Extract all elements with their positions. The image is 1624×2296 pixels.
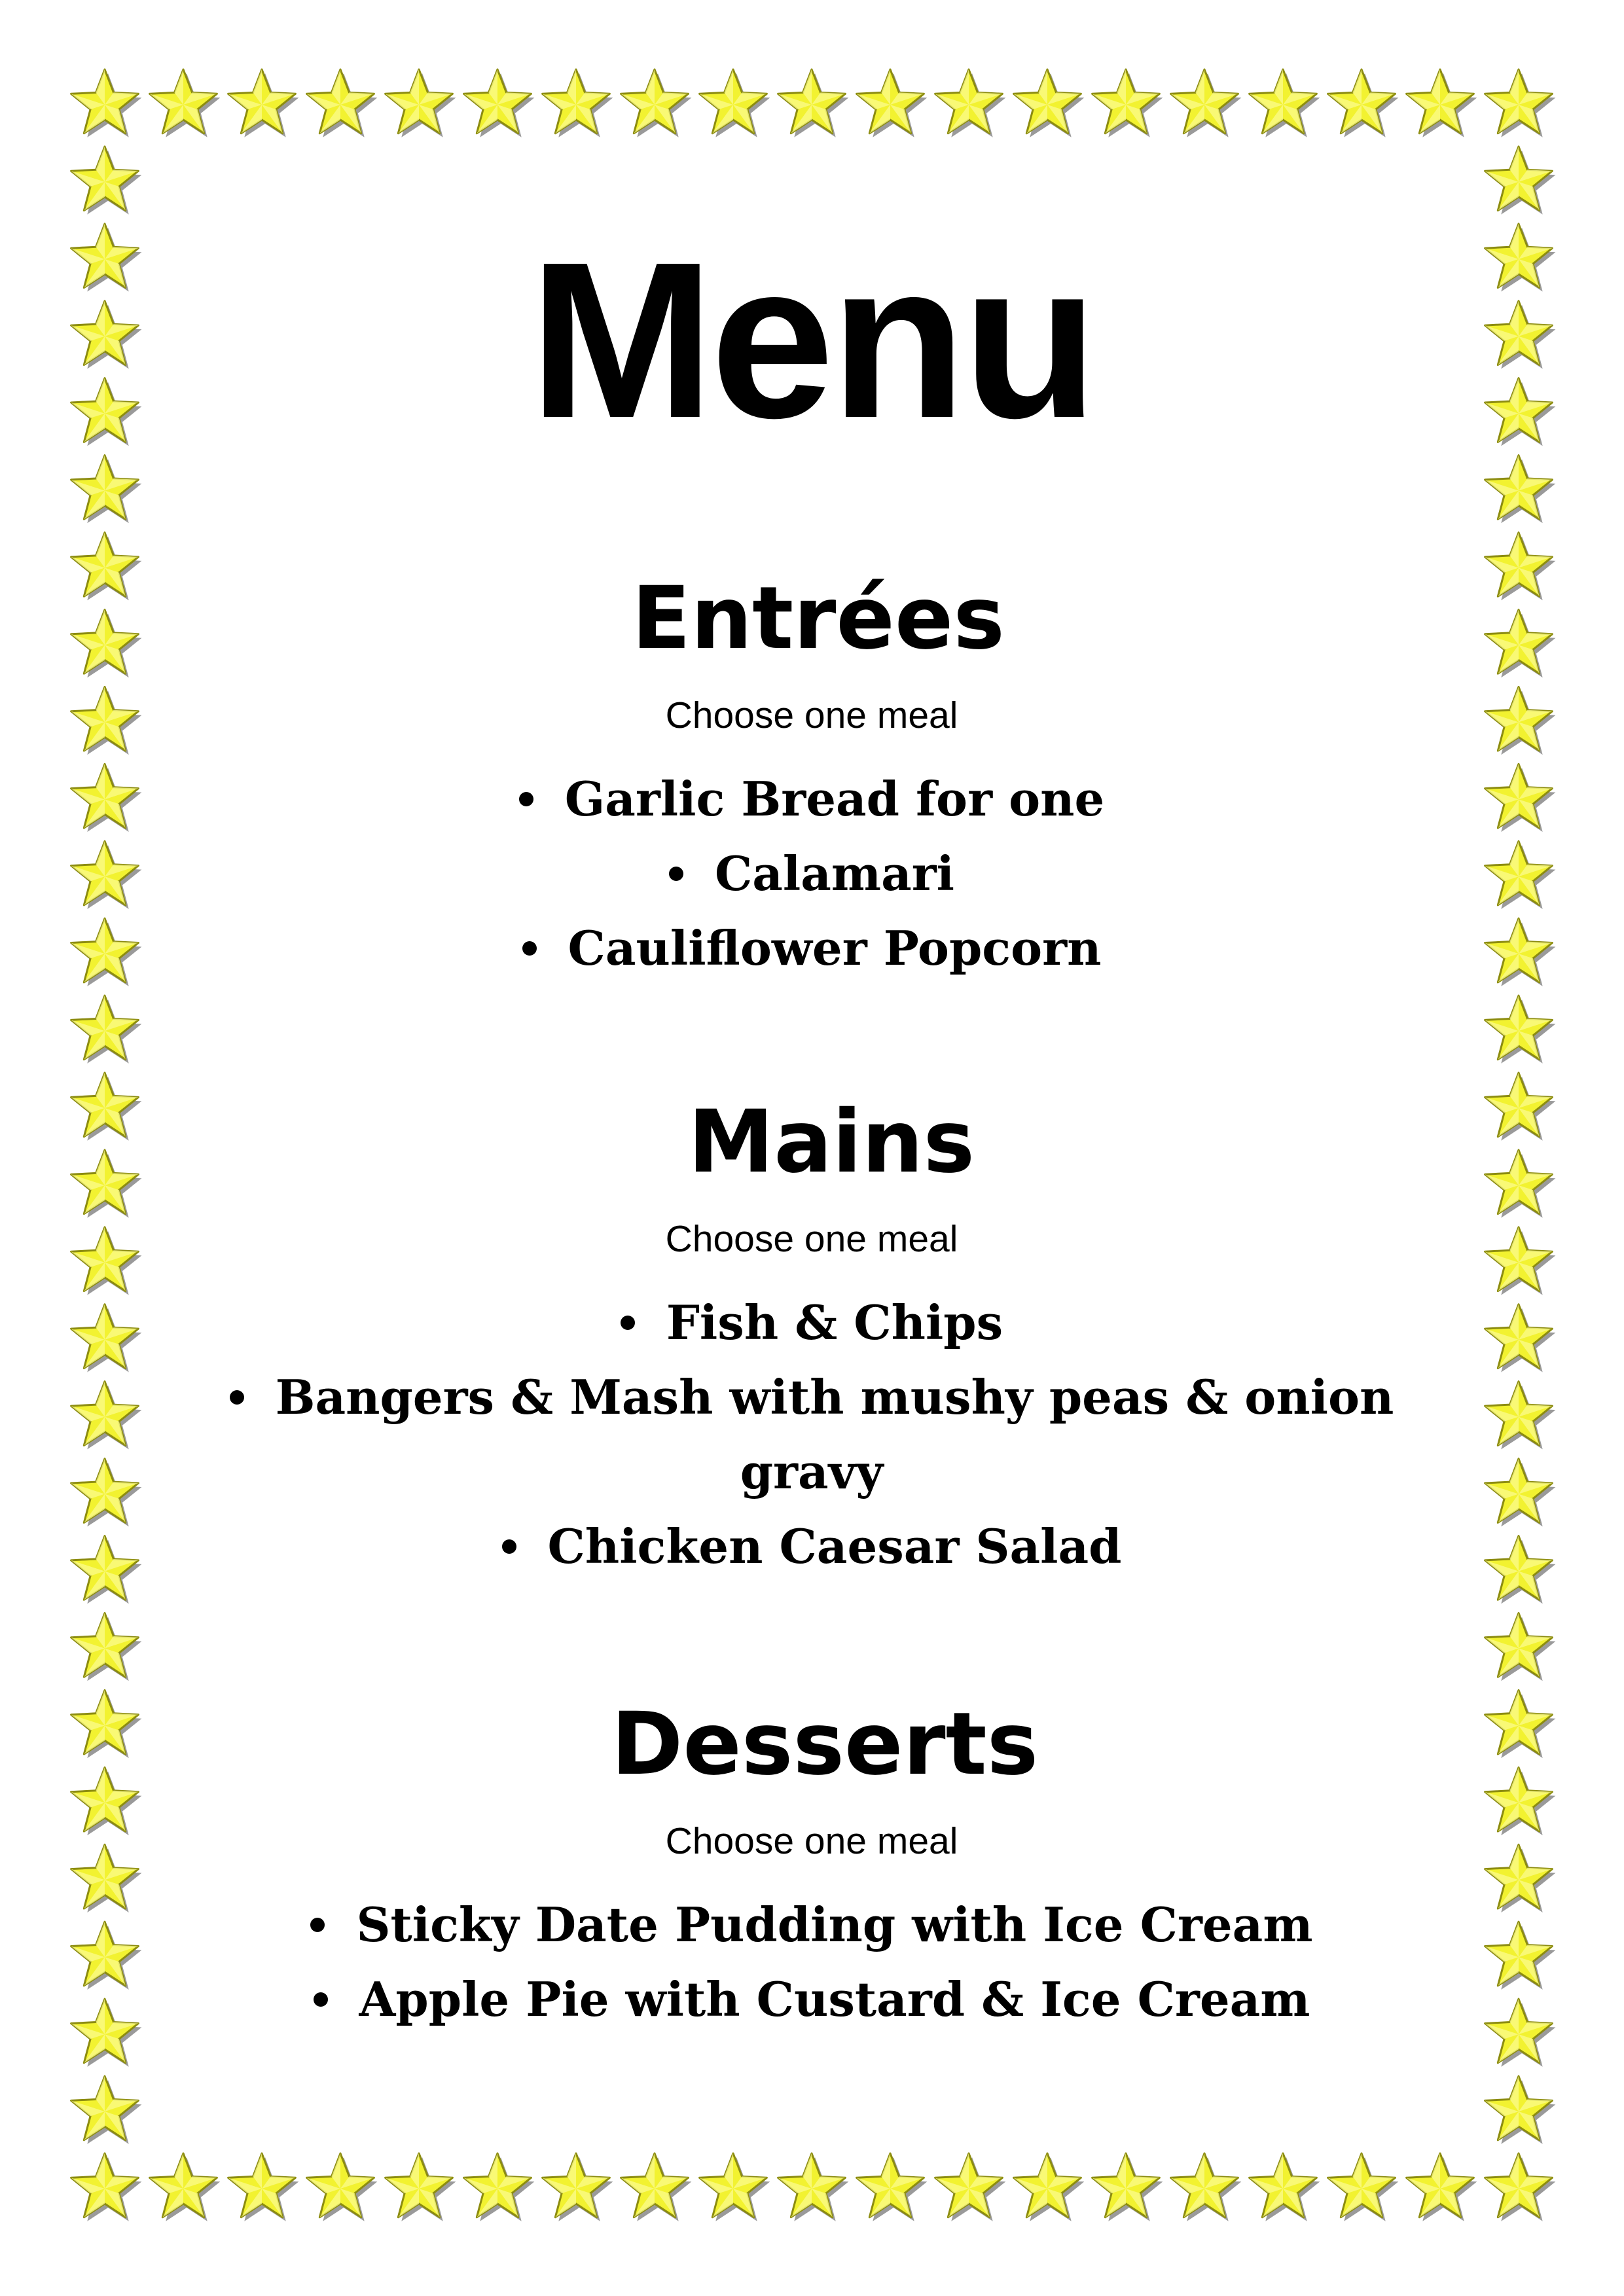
star-icon [1485, 1767, 1556, 1835]
list-item [144, 1360, 1479, 1509]
star-icon [71, 456, 142, 524]
star-icon [71, 1227, 142, 1295]
star-icon [1485, 147, 1556, 215]
section-note-entrees: Choose one meal [665, 694, 958, 736]
section-note-mains: Choose one meal [665, 1218, 958, 1260]
item-label: Garlic Bread for one [564, 771, 1105, 827]
star-icon [71, 1922, 142, 1990]
star-icon [71, 533, 142, 601]
star-icon [71, 378, 142, 446]
bullet-dot-icon [502, 1539, 516, 1554]
star-icon [71, 1150, 142, 1218]
star-icon [1485, 1999, 1556, 2067]
star-icon [1485, 1922, 1556, 1990]
star-icon [71, 69, 142, 137]
item-label: Bangers & Mash with mushy peas & onion gravy [275, 1369, 1394, 1499]
section-heading-desserts: Desserts [611, 1694, 1039, 1795]
star-icon [1485, 533, 1556, 601]
star-icon [71, 764, 142, 832]
star-icon [71, 1844, 142, 1912]
star-icon [1485, 1382, 1556, 1450]
list-item [144, 1285, 1479, 1360]
star-icon [1485, 1459, 1556, 1527]
item-label: Calamari [714, 846, 955, 901]
star-icon [1485, 1227, 1556, 1295]
star-icon [1485, 1150, 1556, 1218]
section-heading-entrees: Entrées [632, 568, 1005, 669]
star-icon [71, 2153, 142, 2221]
star-icon [1485, 456, 1556, 524]
bullet-dot-icon [314, 1992, 328, 2007]
star-icon [1485, 687, 1556, 755]
star-icon [1485, 1304, 1556, 1372]
item-list-desserts [144, 1888, 1479, 2037]
star-icon [1485, 1844, 1556, 1912]
section-desserts [144, 1689, 1479, 2037]
star-icon [71, 301, 142, 369]
section-heading-mains: Mains [687, 1092, 975, 1193]
menu-content [144, 0, 1479, 2296]
star-icon [1485, 378, 1556, 446]
list-item [144, 1888, 1479, 1962]
star-icon [71, 147, 142, 215]
section-mains [144, 1086, 1479, 1584]
star-icon [1485, 996, 1556, 1064]
item-label: Cauliflower Popcorn [568, 920, 1102, 976]
star-icon [1485, 918, 1556, 986]
list-item [144, 762, 1479, 836]
list-item [144, 1962, 1479, 2037]
star-icon [71, 1999, 142, 2067]
section-entrees [144, 563, 1479, 986]
star-icon [1485, 1613, 1556, 1681]
star-icon [71, 841, 142, 909]
star-icon [1485, 224, 1556, 292]
star-icon [71, 1073, 142, 1141]
star-icon [1485, 301, 1556, 369]
item-label: Sticky Date Pudding with Ice Cream [356, 1897, 1313, 1952]
star-icon [71, 1767, 142, 1835]
star-icon [71, 918, 142, 986]
star-icon [71, 687, 142, 755]
bullet-dot-icon [669, 867, 683, 881]
star-icon [71, 1304, 142, 1372]
page-title: Menu [529, 216, 1094, 465]
item-label: Apple Pie with Custard & Ice Cream [359, 1971, 1310, 2027]
star-icon [71, 610, 142, 678]
star-icon [71, 1536, 142, 1604]
bullet-dot-icon [621, 1316, 635, 1330]
star-icon [1485, 764, 1556, 832]
item-list-mains [144, 1285, 1479, 1584]
bullet-dot-icon [519, 792, 533, 806]
bullet-dot-icon [310, 1918, 325, 1932]
star-icon [1485, 69, 1556, 137]
bullet-dot-icon [522, 941, 537, 956]
star-icon [1485, 841, 1556, 909]
star-icon [71, 1613, 142, 1681]
star-icon [1485, 1690, 1556, 1758]
list-item [144, 836, 1479, 911]
star-icon [1485, 1536, 1556, 1604]
item-list-entrees [144, 762, 1479, 986]
item-label: Chicken Caesar Salad [547, 1518, 1122, 1574]
star-icon [1485, 2076, 1556, 2144]
list-item [144, 1509, 1479, 1584]
bullet-dot-icon [230, 1390, 244, 1405]
section-note-desserts: Choose one meal [665, 1820, 958, 1862]
star-icon [71, 224, 142, 292]
star-icon [1485, 1073, 1556, 1141]
list-item [144, 911, 1479, 986]
star-icon [71, 996, 142, 1064]
star-icon [71, 1690, 142, 1758]
star-icon [71, 1382, 142, 1450]
star-icon [1485, 610, 1556, 678]
star-icon [71, 2076, 142, 2144]
star-icon [71, 1459, 142, 1527]
item-label: Fish & Chips [666, 1295, 1003, 1350]
star-icon [1485, 2153, 1556, 2221]
